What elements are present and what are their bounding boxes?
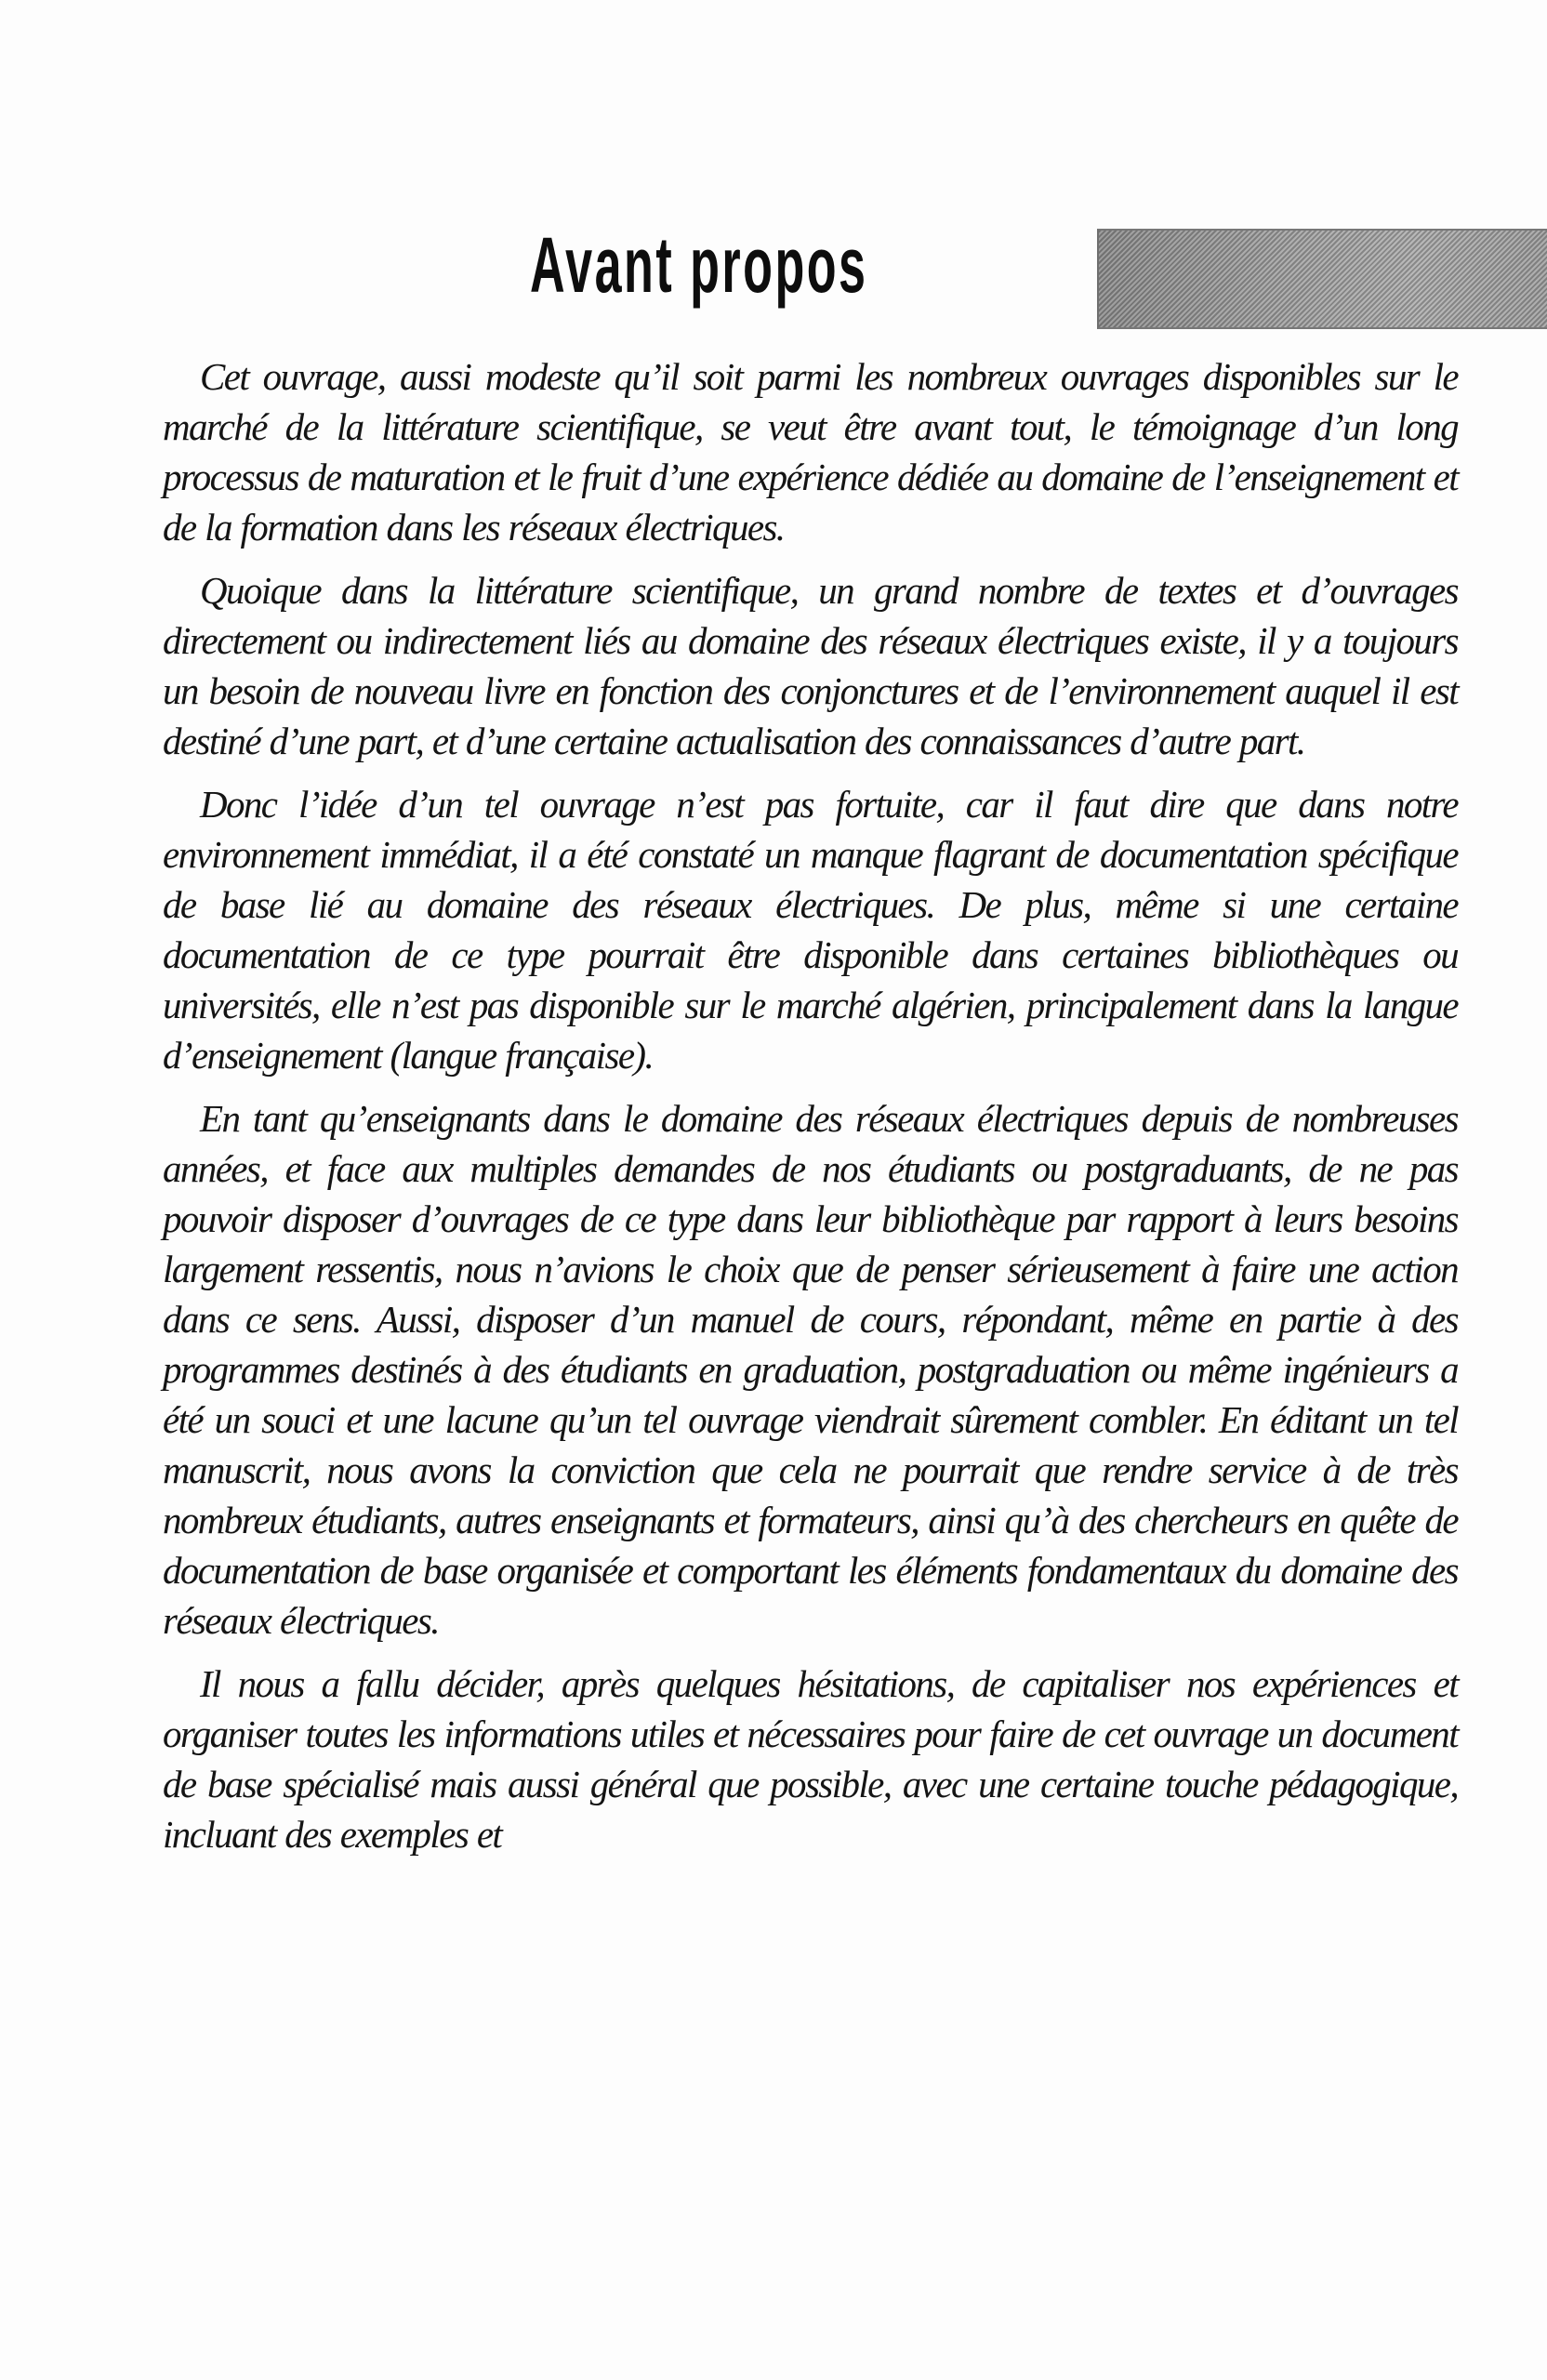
section-title: Avant propos bbox=[530, 221, 868, 309]
paragraph-5: Il nous a fallu décider, après quelques hésitations, de capitaliser nos expériences et organiser toutes les informations utiles et nécessaires pour faire de cet ouvrage un document de base spécialisé mais aussi général que possible, avec une certaine touche pédagogique, incluant des exemples et bbox=[163, 1662, 1458, 1856]
paragraph-1: Cet ouvrage, aussi modeste qu’il soit parmi les nombreux ouvrages disponibles sur le marché de la littérature scientifique, se veut être avant tout, le témoignage d’un long processus de maturation et le fruit d’une expérience dédiée au domaine de l’enseignement et de la formation dans les réseaux électriques. bbox=[163, 355, 1458, 549]
paragraph-3: Donc l’idée d’un tel ouvrage n’est pas fortuite, car il faut dire que dans notre environnement immédiat, il a été constaté un manque flagrant de documentation spécifique de base lié au domaine des réseaux électriques. De plus, même si une certaine documentation de ce type pourrait être disponible dans certaines bibliothèques ou universités, elle n’est pas disponible sur le marché algérien, principalement dans la langue d’enseignement (langue française). bbox=[163, 783, 1458, 1077]
title-decorative-bar bbox=[1097, 229, 1547, 329]
body-text bbox=[163, 351, 1458, 1872]
paragraph-4: En tant qu’enseignants dans le domaine des réseaux électriques depuis de nombreuses années, et face aux multiples demandes de nos étudiants ou postgraduants, de ne pas pouvoir disposer d’ouvrages de ce type dans leur bibliothèque par rapport à leurs besoins largement ressentis, nous n’avions le choix que de penser sérieusement à faire une action dans ce sens. Aussi, disposer d’un manuel de cours, répondant, même en partie à des programmes destinés à des étudiants en graduation, postgraduation ou même ingénieurs a été un souci et une lacune qu’un tel ouvrage viendrait sûrement combler. En éditant un tel manuscrit, nous avons la conviction que cela ne pourrait que rendre service à de très nombreux étudiants, autres enseignants et formateurs, ainsi qu’à des chercheurs en quête de documentation de base organisée et comportant les éléments fondamentaux du domaine des réseaux électriques. bbox=[163, 1097, 1458, 1642]
paragraph-2: Quoique dans la littérature scientifique, un grand nombre de textes et d’ouvrages directement ou indirectement liés au domaine des réseaux électriques existe, il y a toujours un besoin de nouveau livre en fonction des conjonctures et de l’environnement auquel il est destiné d’une part, et d’une certaine actualisation des connaissances d’autre part. bbox=[163, 569, 1458, 762]
